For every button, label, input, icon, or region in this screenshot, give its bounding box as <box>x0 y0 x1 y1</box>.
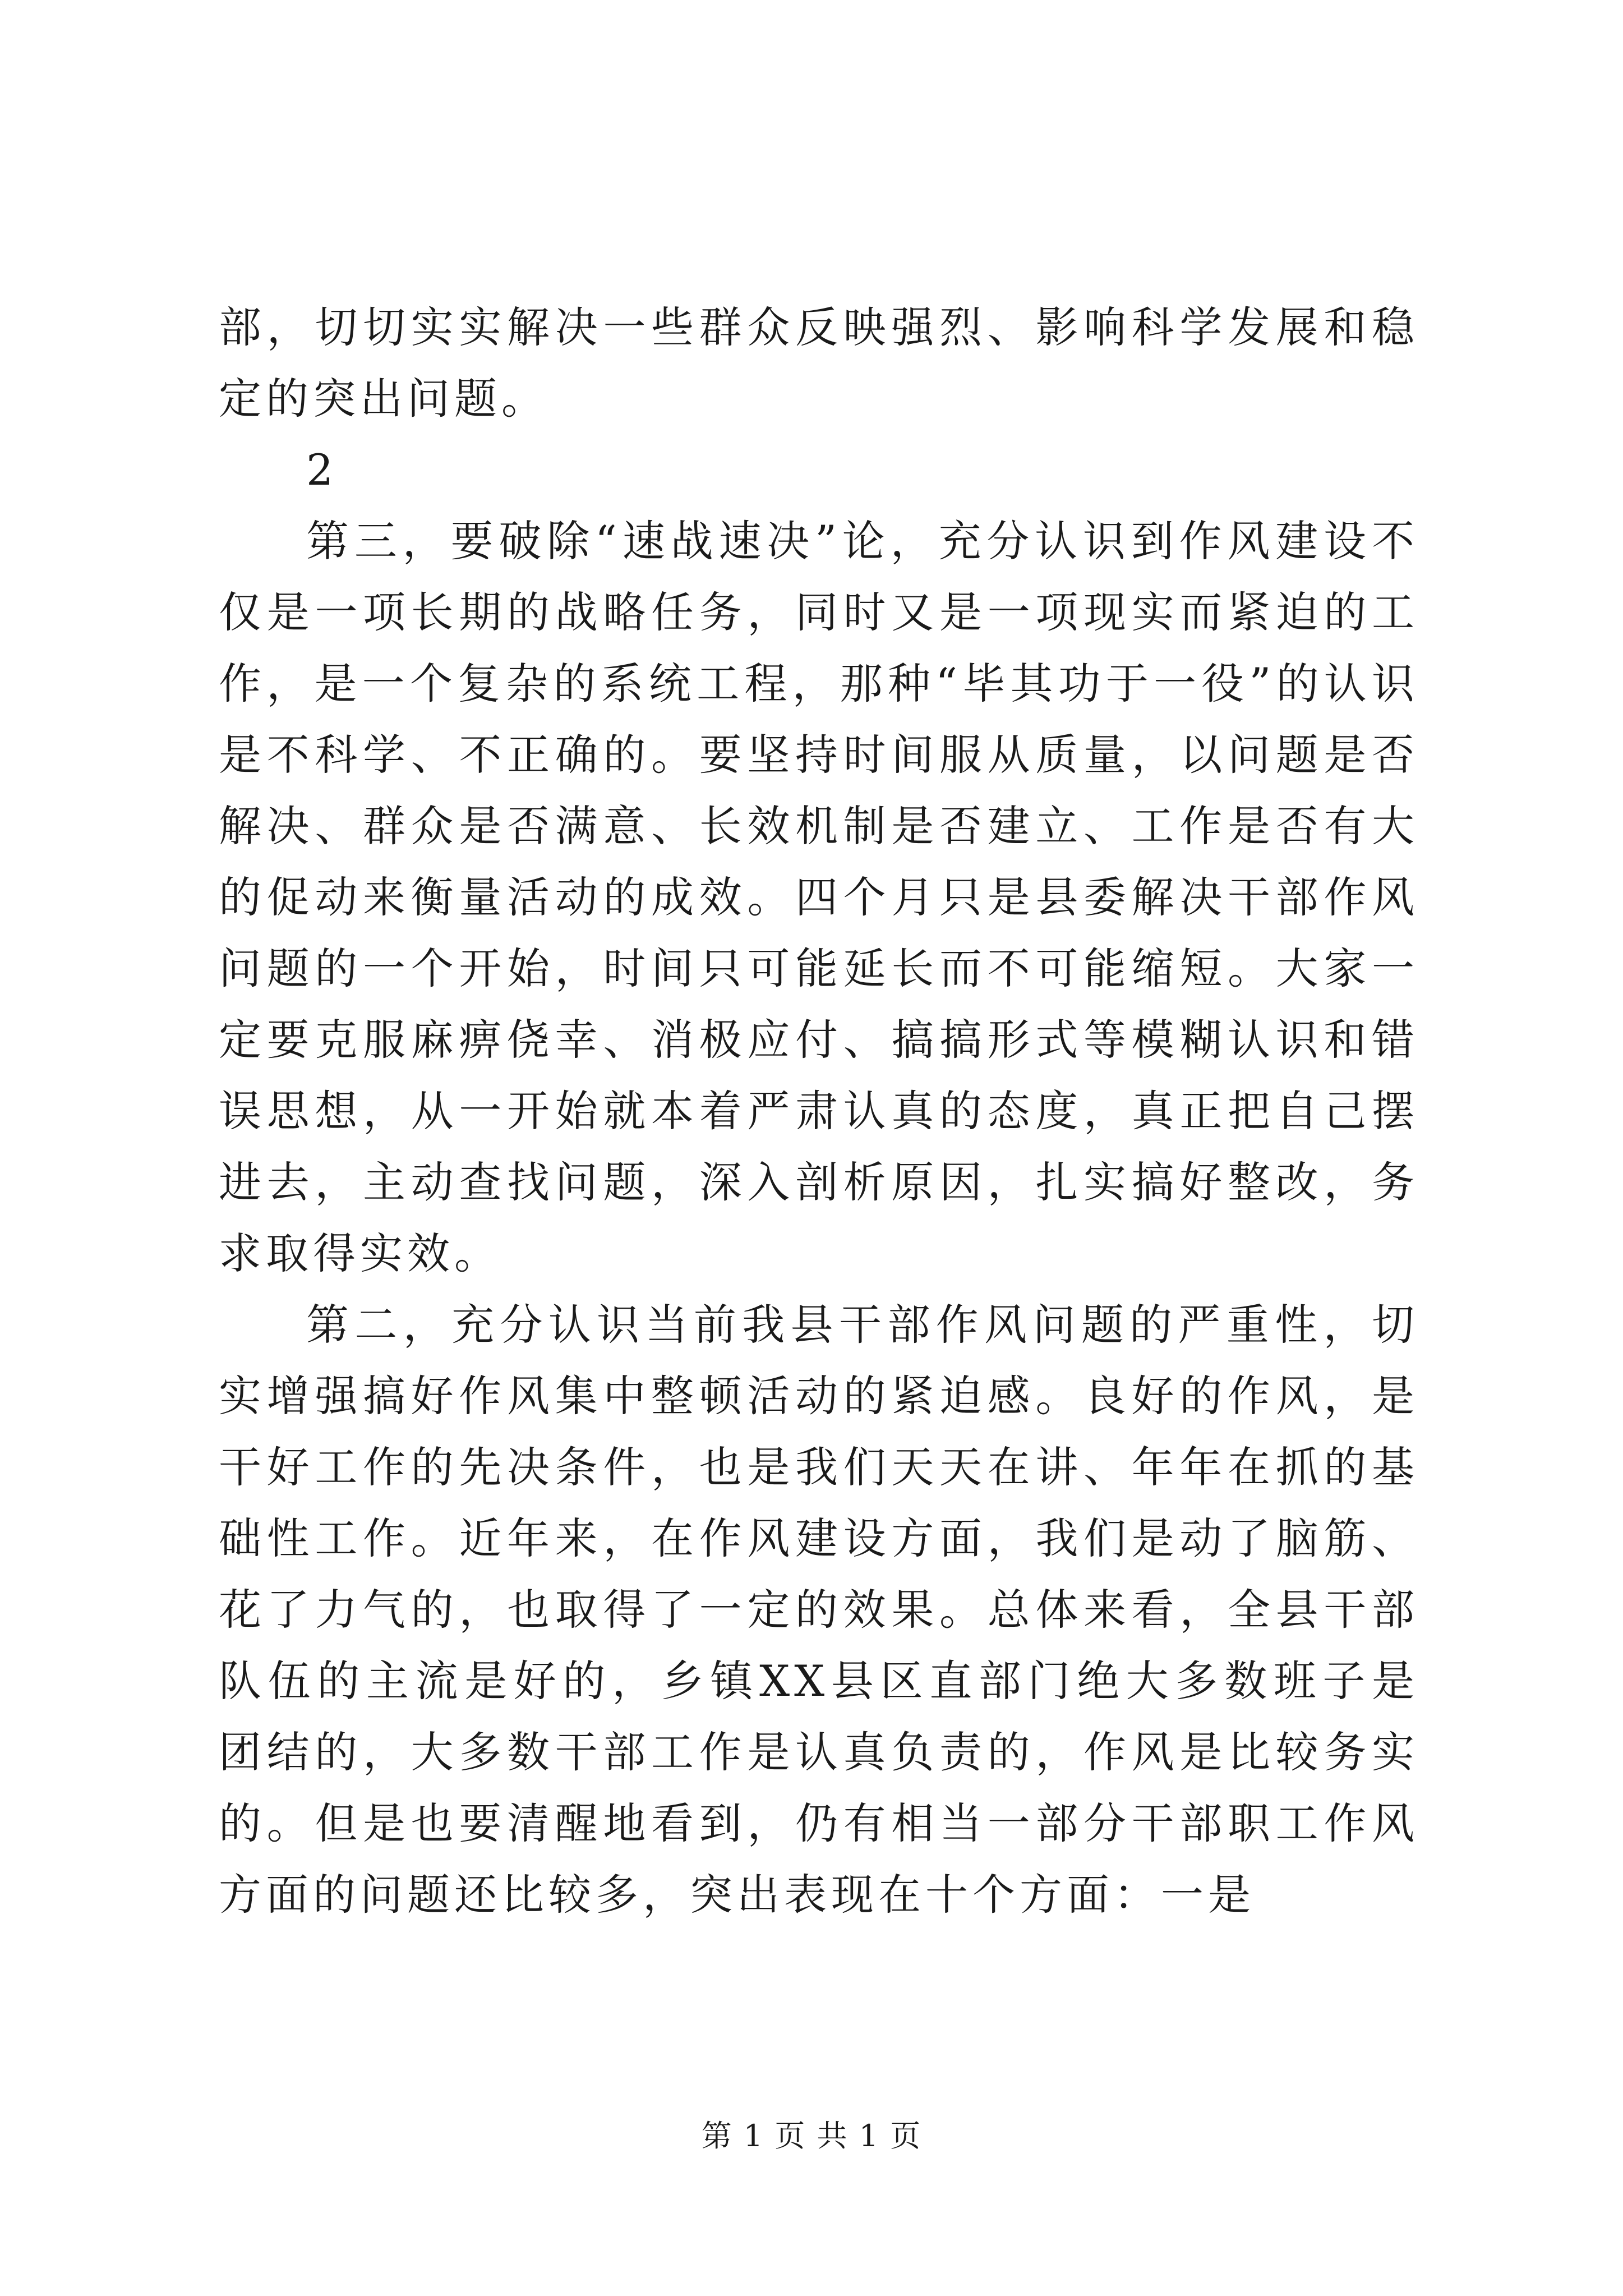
document-body <box>219 292 1419 1930</box>
paragraph-page-marker: 2 <box>306 445 338 495</box>
paragraph-third-point: 第三，要破除“速战速决”论，充分认识到作风建设不仅是一项长期的战略任务，同时又是一项现实而紧迫的工作，是一个复杂的系统工程，那种“毕其功于一役”的认识是不科学、不正确的。要坚持时间服从质量，以问题是否解决、群众是否满意、长效机制是否建立、工作是否有大的促动来衡量活动的成效。四个月只是县委解决干部作风问题的一个开始，时间只可能延长而不可能缩短。大家一定要克服麻痹侥幸、消极应付、搞搞形式等模糊认识和错误思想，从一开始就本着严肃认真的态度，真正把自己摆进去，主动查找问题，深入剖析原因，扎实搞好整改，务求取得实效。 <box>219 516 1419 1278</box>
paragraph-continuation: 部，切切实实解决一些群众反映强烈、影响科学发展和稳定的突出问题。 <box>219 302 1419 424</box>
paragraph-second-point: 第二，充分认识当前我县干部作风问题的严重性，切实增强搞好作风集中整顿活动的紧迫感。良好的作风，是干好工作的先决条件，也是我们天天在讲、年年在抓的基础性工作。近年来，在作风建设方面，我们是动了脑筋、花了力气的，也取得了一定的效果。总体来看，全县干部队伍的主流是好的，乡镇XX县区直部门绝大多数班子是团结的，大多数干部工作是认真负责的，作风是比较务实的。但是也要清醒地看到，仍有相当一部分干部职工作风方面的问题还比较多，突出表现在十个方面：一是 <box>219 1300 1419 1920</box>
page-footer: 第 1 页 共 1 页 <box>701 2118 922 2154</box>
